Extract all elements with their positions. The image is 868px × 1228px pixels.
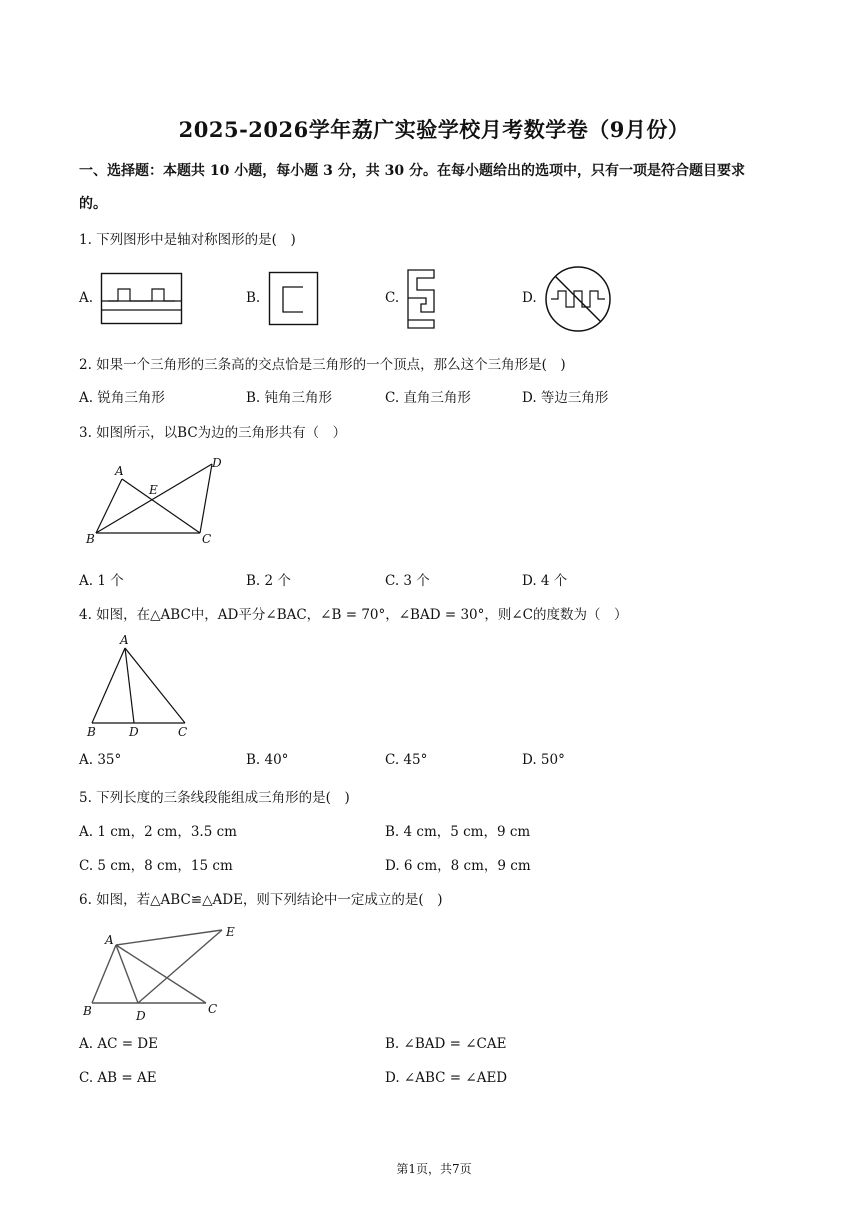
question-3-option-c: C. 3 个 <box>385 573 430 589</box>
question-5-option-a: A. 1 cm，2 cm，3.5 cm <box>79 824 237 840</box>
question-4-option-b: B. 40° <box>246 752 289 768</box>
question-1-option-d-label: D. <box>522 290 537 306</box>
question-6-stem: 6. 如图，若△ABC≌△ADE，则下列结论中一定成立的是( ) <box>79 892 443 908</box>
q3-label-a: A <box>115 464 124 478</box>
q4-figure-triangle <box>84 630 194 742</box>
question-2-stem: 2. 如果一个三角形的三条高的交点恰是三角形的一个顶点，那么这个三角形是( ) <box>79 357 566 373</box>
question-4-option-c: C. 45° <box>385 752 428 768</box>
section-heading-line2: 的。 <box>79 196 107 212</box>
q4-label-d: D <box>129 725 139 739</box>
q3-figure-quadrilateral <box>82 452 232 548</box>
section-heading-line1: 一、选择题：本题共 10 小题，每小题 3 分，共 30 分。在每小题给出的选项中，只有一项是符合题目要求 <box>79 163 745 179</box>
q6-label-e: E <box>226 925 235 939</box>
q1-figure-a-castle <box>100 272 184 326</box>
q3-label-c: C <box>202 532 212 546</box>
question-4-option-a: A. 35° <box>79 752 122 768</box>
q1-figure-b-square-hook <box>268 271 320 327</box>
question-4-option-d: D. 50° <box>522 752 565 768</box>
q6-label-c: C <box>208 1002 218 1016</box>
q1-figure-c-s-shape <box>404 268 438 330</box>
question-6-option-c: C. AB = AE <box>79 1070 157 1086</box>
q6-figure-congruent-triangles <box>80 920 250 1028</box>
question-6-option-b: B. ∠BAD = ∠CAE <box>385 1036 507 1052</box>
question-5-option-d: D. 6 cm，8 cm，9 cm <box>385 858 531 874</box>
q3-label-d: D <box>212 456 222 470</box>
question-2-option-b: B. 钝角三角形 <box>246 390 333 406</box>
q1-figure-d-prohibition-sign <box>544 265 612 333</box>
q3-label-b: B <box>86 532 95 546</box>
question-5-option-c: C. 5 cm，8 cm，15 cm <box>79 858 233 874</box>
question-1-option-a-label: A. <box>79 290 94 306</box>
question-3-option-b: B. 2 个 <box>246 573 291 589</box>
q6-label-a: A <box>105 933 114 947</box>
q4-label-a: A <box>120 633 129 647</box>
question-3-option-a: A. 1 个 <box>79 573 124 589</box>
question-3-option-d: D. 4 个 <box>522 573 568 589</box>
question-6-option-a: A. AC = DE <box>79 1036 158 1052</box>
q3-label-e: E <box>149 483 158 497</box>
question-6-option-d: D. ∠ABC = ∠AED <box>385 1070 508 1086</box>
question-3-stem: 3. 如图所示，以BC为边的三角形共有（ ） <box>79 425 347 441</box>
question-4-stem: 4. 如图，在△ABC中，AD平分∠BAC，∠B = 70°，∠BAD = 30°，则∠C的度数为（ ） <box>79 607 628 623</box>
question-2-option-d: D. 等边三角形 <box>522 390 609 406</box>
q4-label-c: C <box>178 725 188 739</box>
question-1-stem: 1. 下列图形中是轴对称图形的是( ) <box>79 232 296 248</box>
q6-label-d: D <box>136 1009 146 1023</box>
question-5-stem: 5. 下列长度的三条线段能组成三角形的是( ) <box>79 790 350 806</box>
question-2-option-c: C. 直角三角形 <box>385 390 471 406</box>
q6-label-b: B <box>83 1004 92 1018</box>
question-5-option-b: B. 4 cm，5 cm，9 cm <box>385 824 531 840</box>
q4-label-b: B <box>87 725 96 739</box>
question-1-option-c-label: C. <box>385 290 400 306</box>
question-1-option-b-label: B. <box>246 290 261 306</box>
page-footer: 第1页，共7页 <box>396 1162 472 1176</box>
page-title: 2025-2026学年荔广实验学校月考数学卷（9月份） <box>178 117 690 142</box>
question-2-option-a: A. 锐角三角形 <box>79 390 165 406</box>
